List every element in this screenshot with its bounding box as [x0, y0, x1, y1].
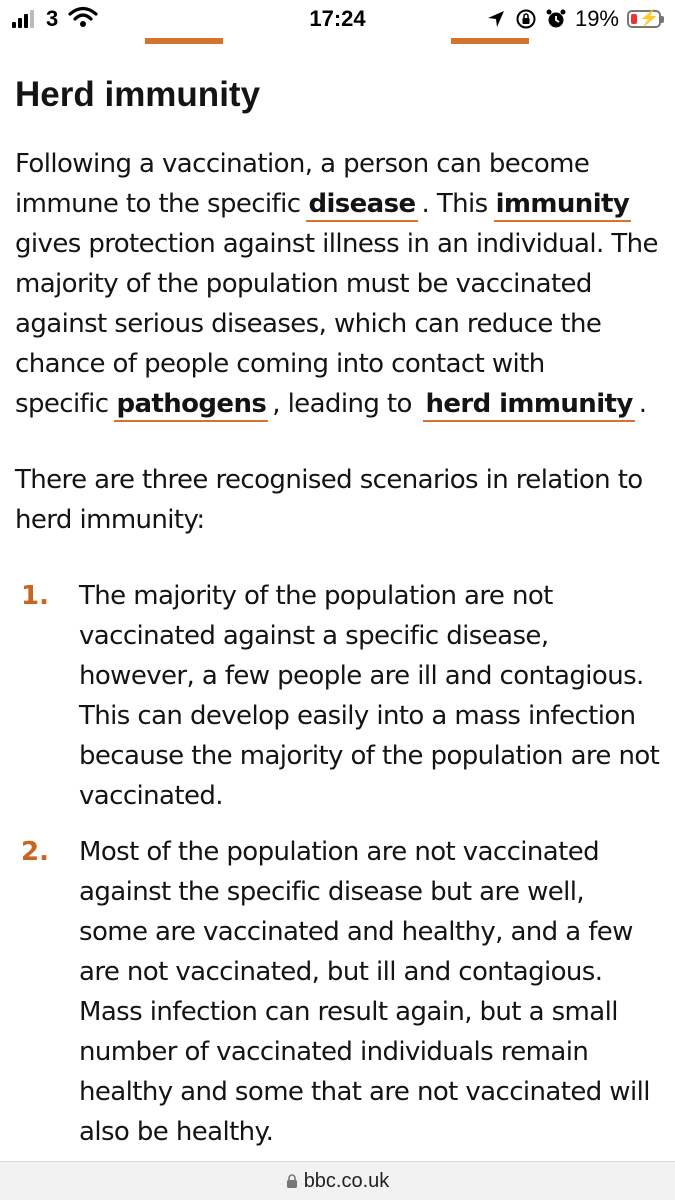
- alarm-icon: [545, 8, 567, 30]
- article-content: [15, 70, 660, 1168]
- lock-icon: [286, 1174, 298, 1189]
- scenario-text: Most of the population are not vaccinated against the specific disease but are well, some are vaccinated and healthy, and a few are not vaccinated, but ill and contagious. Mass infection can result again, but a small number of vaccinated individuals remain healthy and some that are not vaccinated will also be healthy.: [79, 837, 650, 1147]
- intro-paragraph: [15, 144, 660, 424]
- scenario-list: [15, 576, 660, 1152]
- battery-icon: ⚡: [627, 10, 661, 28]
- glossary-link-herd-immunity[interactable]: herd immunity: [423, 389, 634, 422]
- carrier-label: 3: [46, 6, 59, 31]
- scenario-item: [15, 576, 660, 816]
- scenario-item: [15, 832, 660, 1152]
- intro-text-4: , leading to: [272, 389, 412, 419]
- clock: 17:24: [309, 6, 366, 31]
- battery-percent: 19%: [574, 6, 619, 31]
- location-arrow-icon: [485, 8, 507, 30]
- scenario-number: 2.: [21, 837, 49, 867]
- nav-accent-right: [451, 38, 529, 44]
- status-bar: [0, 0, 675, 38]
- screen-lock-icon: [515, 8, 537, 30]
- nav-accent-left: [145, 38, 223, 44]
- intro-text-2: . This: [421, 189, 488, 219]
- scenario-number: 1.: [21, 581, 49, 611]
- url-domain[interactable]: bbc.co.uk: [303, 1169, 390, 1192]
- intro-text-5: .: [638, 389, 647, 419]
- intro-text-1: Following a vaccination, a person can become immune to the specific: [15, 149, 590, 219]
- url-bar[interactable]: [0, 1161, 675, 1200]
- glossary-link-immunity[interactable]: immunity: [494, 189, 632, 222]
- scenario-text: The majority of the population are not vaccinated against a specific disease, however, a few people are ill and contagious. This can develop easily into a mass infection because the majority of the population are not vaccinated.: [79, 581, 660, 811]
- page-title: Herd immunity: [15, 75, 261, 114]
- scenarios-intro: There are three recognised scenarios in relation to herd immunity:: [15, 465, 643, 535]
- glossary-link-disease[interactable]: disease: [306, 189, 417, 222]
- glossary-link-pathogens[interactable]: pathogens: [114, 389, 268, 422]
- intro-text-3: gives protection against illness in an individual. The majority of the population must be vaccinated against serious diseases, which can reduce the chance of people coming into contact with specific: [15, 229, 658, 419]
